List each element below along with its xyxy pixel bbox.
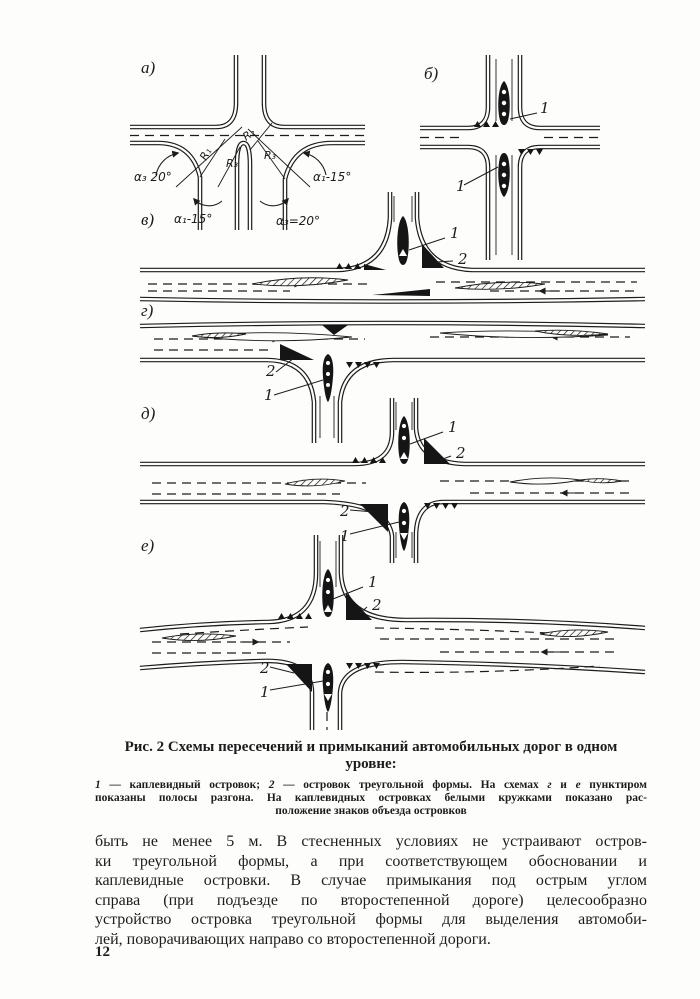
legend-key-1: 1 [95, 779, 101, 791]
scheme-g-label: г) [141, 301, 154, 320]
road-edge [140, 192, 390, 270]
road-edge [340, 662, 645, 730]
teardrop-island [397, 216, 409, 265]
yield-markings [474, 121, 499, 127]
road-edge [140, 192, 390, 270]
island-sign-dot [326, 361, 330, 365]
island-sign-dot [502, 184, 506, 188]
road-edge [130, 55, 236, 127]
triangle-island [286, 664, 312, 692]
island-2-label: 2 [266, 362, 276, 380]
leader-line [270, 681, 323, 690]
page-number: 12 [95, 944, 110, 960]
body-line: быть не менее 5 м. В стесненных условиях не устраивают остров- [95, 833, 647, 850]
road-edge [264, 55, 365, 127]
body-line: каплевидные островки. В случае примыкания под острым углом [95, 872, 647, 889]
radius-label-r3: R₃ [264, 149, 277, 162]
hatched-island [162, 634, 236, 641]
island-2-label: 2 [372, 596, 382, 614]
scheme-e-label: е) [141, 536, 155, 555]
figure-caption [95, 739, 647, 817]
triangle-island [280, 344, 314, 360]
yield-markings [518, 149, 543, 155]
angle-label-alpha3-right: α₃=20° [276, 214, 321, 228]
scheme-b-label: б) [424, 64, 439, 83]
island-1-label: 1 [456, 177, 466, 195]
road-edge [140, 398, 392, 464]
body-line: справа (при подъезде по второстепенной дороге) целесообразно [95, 891, 647, 909]
road-edge [130, 55, 236, 127]
legend-key-2: 2 [268, 779, 275, 791]
scheme-v-diagram [140, 192, 645, 312]
road-edge [520, 55, 600, 128]
road-edge [264, 55, 365, 127]
painted-island [322, 325, 348, 335]
island-sign-dot [326, 590, 330, 594]
island-2-label: 2 [260, 659, 270, 677]
road-edge [420, 55, 488, 128]
caption-legend-line1 [95, 779, 647, 792]
island-1-label: 1 [540, 99, 550, 117]
hatched-island [285, 479, 345, 486]
scheme-e-diagram [140, 535, 645, 730]
legend-text: — каплевидный островок; [100, 779, 269, 791]
island-sign-dot [402, 436, 406, 440]
island-2-label: 2 [340, 502, 350, 520]
body-line: лей, поворачивающих направо со второстепенной дороги. [95, 930, 491, 948]
radius-label-r2: R₂ [240, 125, 258, 144]
angle-label-alpha1-left: α₁-15° [174, 212, 213, 226]
yield-markings [336, 263, 361, 269]
caption-legend-line3: положение знаков объезда островков [275, 804, 467, 817]
body-paragraph [95, 832, 647, 949]
island-sign-dot [502, 101, 506, 105]
island-1-label: 1 [264, 386, 274, 404]
legend-text: — островок треугольной формы. На схемах [274, 779, 548, 791]
radius-label-r3: R₃ [226, 157, 239, 170]
road-edge [420, 55, 488, 128]
island-sign-dot [326, 372, 330, 376]
hatched-island [540, 630, 608, 637]
road-edge [341, 535, 645, 628]
caption-legend [95, 779, 647, 817]
island-sign-dot [326, 670, 330, 674]
hatched-island [455, 282, 545, 289]
leader-line [464, 167, 498, 185]
island-sign-dot [502, 90, 506, 94]
painted-island [372, 289, 430, 296]
island-2-label: 2 [456, 444, 466, 462]
leader-line [274, 380, 323, 395]
angle-label-alpha1-right: α₁-15° [313, 170, 352, 184]
island-sign-dot [502, 173, 506, 177]
angle-label-alpha3-left: α₃ 20° [134, 170, 172, 184]
island-sign-dot [402, 424, 406, 428]
body-line: устройство островка треугольной формы для выделения автомоби- [95, 911, 647, 928]
construction-line [248, 129, 310, 187]
road-edge [520, 55, 600, 128]
island-sign-dot [502, 162, 506, 166]
island-sign-dot [326, 682, 330, 686]
road-edge [140, 398, 392, 464]
island-1-label: 1 [368, 573, 378, 591]
island-sign-dot [402, 509, 406, 513]
scheme-d-label: д) [141, 404, 156, 423]
triangle-island [424, 438, 450, 464]
caption-title-line1: Рис. 2 Схемы пересечений и примыканий автомобильных дорог в одном [124, 739, 618, 755]
road-edge [341, 535, 645, 628]
road-edge [340, 662, 645, 730]
legend-scheme-g-ref: г [547, 779, 552, 791]
acceleration-lane-marking [375, 628, 570, 634]
island-1-label: 1 [260, 683, 270, 701]
legend-text: пунктиром [580, 779, 647, 791]
legend-scheme-e-ref: е [575, 779, 581, 791]
legend-text: и [551, 779, 576, 791]
acceleration-lane-marking [180, 627, 308, 634]
body-line: ки треугольной формы, а при соответствующем обосновании и [95, 852, 647, 870]
scheme-a-label: а) [141, 58, 156, 77]
island-1-label: 1 [448, 418, 458, 436]
island-sign-dot [402, 521, 406, 525]
caption-title-line2: уровне: [345, 756, 397, 772]
hatched-island [580, 479, 622, 483]
island-sign-dot [326, 578, 330, 582]
radius-label-r1: R₁ [197, 145, 215, 163]
outlined-island [510, 478, 580, 484]
scheme-v-label: в) [141, 210, 155, 229]
island-1-label: 1 [450, 224, 460, 242]
island-2-label: 2 [458, 250, 468, 268]
island-sign-dot [326, 383, 330, 387]
caption-legend-line2: показаны полосы разгона. На каплевидных островках белыми кружками показано рас- [95, 791, 647, 804]
island-1-label: 1 [340, 527, 350, 545]
island-sign-dot [502, 112, 506, 116]
